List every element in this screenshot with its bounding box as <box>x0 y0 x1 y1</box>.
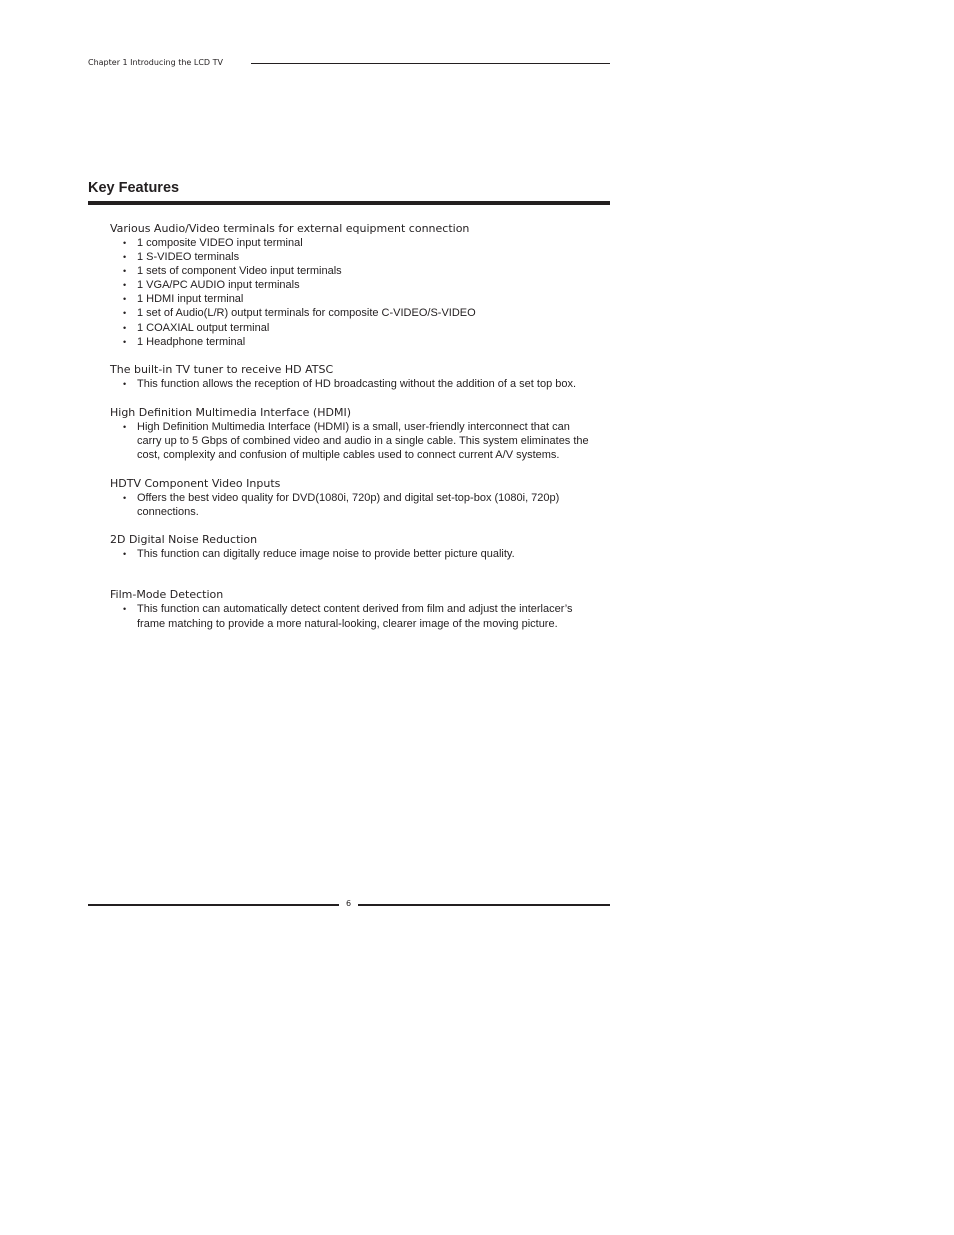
bullet-icon: • <box>123 252 127 263</box>
feature-bullet-text: Offers the best video quality for DVD(1080i, 720p) and digital set-top-box (1080i, 720p) connections. <box>137 492 560 519</box>
feature-bullet-text: 1 VGA/PC AUDIO input terminals <box>137 279 300 292</box>
footer-rule-right <box>358 904 610 906</box>
feature-bullet-item <box>110 264 590 278</box>
bullet-icon: • <box>123 604 127 615</box>
feature-bullet-list <box>110 420 590 462</box>
bullet-icon: • <box>123 266 127 277</box>
section-title-rule <box>88 201 610 205</box>
bullet-icon: • <box>123 308 127 319</box>
feature-bullet-text: 1 COAXIAL output terminal <box>137 321 270 334</box>
header-rule <box>251 63 610 64</box>
feature-bullet-text: 1 set of Audio(L/R) output terminals for composite C-VIDEO/S-VIDEO <box>137 307 476 320</box>
feature-bullet-item <box>110 335 590 349</box>
feature-bullet-item <box>110 491 590 519</box>
feature-group <box>110 363 590 391</box>
feature-bullet-item <box>110 377 590 391</box>
feature-bullet-item <box>110 321 590 335</box>
feature-bullet-text: This function can automatically detect content derived from film and adjust the interlacer’s frame matching to provide a more natural-looking, clearer image of the moving picture. <box>137 603 573 630</box>
bullet-icon: • <box>123 493 127 504</box>
feature-group-heading: Film-Mode Detection <box>110 588 224 602</box>
feature-bullet-item <box>110 306 590 320</box>
feature-group-heading: HDTV Component Video Inputs <box>110 477 281 491</box>
feature-bullet-text: This function can digitally reduce image noise to provide better picture quality. <box>137 548 515 561</box>
feature-bullet-text: 1 sets of component Video input terminals <box>137 265 342 278</box>
feature-bullet-list <box>110 236 590 349</box>
bullet-icon: • <box>123 322 127 333</box>
feature-bullet-text: 1 Headphone terminal <box>137 335 246 348</box>
feature-list <box>110 222 590 631</box>
feature-bullet-item <box>110 236 590 250</box>
feature-group-heading: High Definition Multimedia Interface (HDMI) <box>110 405 351 419</box>
feature-bullet-item <box>110 292 590 306</box>
feature-group <box>110 588 590 630</box>
bullet-icon: • <box>123 280 127 291</box>
feature-bullet-text: 1 HDMI input terminal <box>137 293 244 306</box>
footer-rule-left <box>88 904 339 906</box>
feature-bullet-text: This function allows the reception of HD broadcasting without the addition of a set top box. <box>137 377 577 390</box>
feature-bullet-list <box>110 547 590 561</box>
feature-bullet-item <box>110 547 590 561</box>
running-header: Chapter 1 Introducing the LCD TV <box>88 58 223 67</box>
feature-group <box>110 222 590 349</box>
feature-bullet-item <box>110 278 590 292</box>
feature-group-heading: 2D Digital Noise Reduction <box>110 533 258 547</box>
feature-group <box>110 406 590 462</box>
bullet-icon: • <box>123 549 127 560</box>
bullet-icon: • <box>123 294 127 305</box>
feature-group <box>110 477 590 519</box>
feature-bullet-text: High Definition Multimedia Interface (HDMI) is a small, user-friendly interconnect that can carry up to 5 Gbps of combined video and audio in a single cable. This system eliminates the cost, complexity and confusion of multiple cables used to connect current A/V systems. <box>137 420 589 462</box>
bullet-icon: • <box>123 378 127 389</box>
feature-bullet-text: 1 S-VIDEO terminals <box>137 251 240 264</box>
feature-bullet-item <box>110 250 590 264</box>
bullet-icon: • <box>123 421 127 432</box>
feature-bullet-list <box>110 491 590 519</box>
feature-bullet-item <box>110 602 590 630</box>
feature-group <box>110 533 590 561</box>
feature-group-heading: The built-in TV tuner to receive HD ATSC <box>110 362 334 376</box>
feature-bullet-list <box>110 602 590 630</box>
bullet-icon: • <box>123 238 127 248</box>
feature-bullet-text: 1 composite VIDEO input terminal <box>137 237 303 249</box>
page-number: 6 <box>345 899 352 908</box>
bullet-icon: • <box>123 336 127 347</box>
feature-bullet-list <box>110 377 590 391</box>
feature-group-heading: Various Audio/Video terminals for external equipment connection <box>110 222 470 235</box>
section-title: Key Features <box>88 180 180 196</box>
feature-bullet-item <box>110 420 590 462</box>
